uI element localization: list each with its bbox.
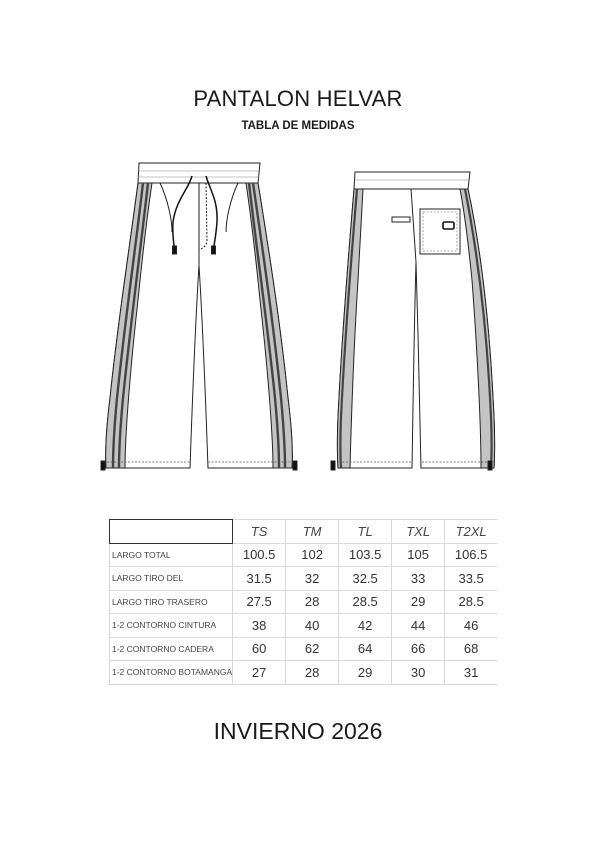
measurement-value: 68 (445, 637, 498, 661)
measurement-value: 29 (339, 661, 392, 685)
table-row (110, 661, 498, 685)
measurement-value: 28.5 (339, 590, 392, 614)
measurement-value: 42 (339, 614, 392, 638)
measurement-value: 29 (392, 590, 445, 614)
measurement-value: 40 (286, 614, 339, 638)
measurement-value: 33.5 (445, 567, 498, 591)
back-view (331, 172, 495, 470)
measurement-value: 32.5 (339, 567, 392, 591)
front-waistband (138, 163, 260, 183)
measurement-value: 38 (233, 614, 286, 638)
measurement-value: 60 (233, 637, 286, 661)
back-welt-pocket (392, 217, 410, 222)
garment-title: PANTALON HELVAR (193, 86, 403, 111)
measurement-value: 105 (392, 543, 445, 567)
table-row (110, 567, 498, 591)
size-chart-table (109, 519, 497, 685)
measurement-label: LARGO TIRO DEL (110, 567, 233, 591)
measurement-label: 1-2 CONTORNO BOTAMANGA (110, 661, 233, 685)
measurement-value: 28 (286, 661, 339, 685)
back-waistband (354, 172, 470, 189)
size-header-cell: TXL (392, 520, 445, 544)
measurement-value: 33 (392, 567, 445, 591)
header-corner-cell (110, 520, 233, 544)
measurement-value: 102 (286, 543, 339, 567)
measurement-value: 103.5 (339, 543, 392, 567)
measurement-value: 28 (286, 590, 339, 614)
measurement-value: 64 (339, 637, 392, 661)
measurement-label: 1-2 CONTORNO CADERA (110, 637, 233, 661)
measurement-label: 1-2 CONTORNO CINTURA (110, 614, 233, 638)
front-view (101, 163, 297, 470)
measurement-value: 30 (392, 661, 445, 685)
back-patch-pocket (420, 209, 460, 254)
size-header-cell: TL (339, 520, 392, 544)
table-row (110, 543, 498, 567)
measurement-value: 27.5 (233, 590, 286, 614)
measurement-value: 31 (445, 661, 498, 685)
measurement-value: 44 (392, 614, 445, 638)
season-label: INVIERNO 2026 (213, 718, 383, 744)
measurement-value: 62 (286, 637, 339, 661)
table-row (110, 637, 498, 661)
measurement-value: 66 (392, 637, 445, 661)
size-header-cell: TM (286, 520, 339, 544)
table-row (110, 590, 498, 614)
measurement-value: 32 (286, 567, 339, 591)
table-subtitle: TABLA DE MEDIDAS (241, 120, 355, 132)
measurement-value: 100.5 (233, 543, 286, 567)
table-row (110, 614, 498, 638)
measurement-label: LARGO TOTAL (110, 543, 233, 567)
measurement-value: 46 (445, 614, 498, 638)
measurement-value: 31.5 (233, 567, 286, 591)
size-header-cell: T2XL (445, 520, 498, 544)
measurement-value: 27 (233, 661, 286, 685)
size-header-cell: TS (233, 520, 286, 544)
measurement-value: 106.5 (445, 543, 498, 567)
measurement-label: LARGO TIRO TRASERO (110, 590, 233, 614)
size-header-row (110, 520, 498, 544)
measurement-value: 28.5 (445, 590, 498, 614)
